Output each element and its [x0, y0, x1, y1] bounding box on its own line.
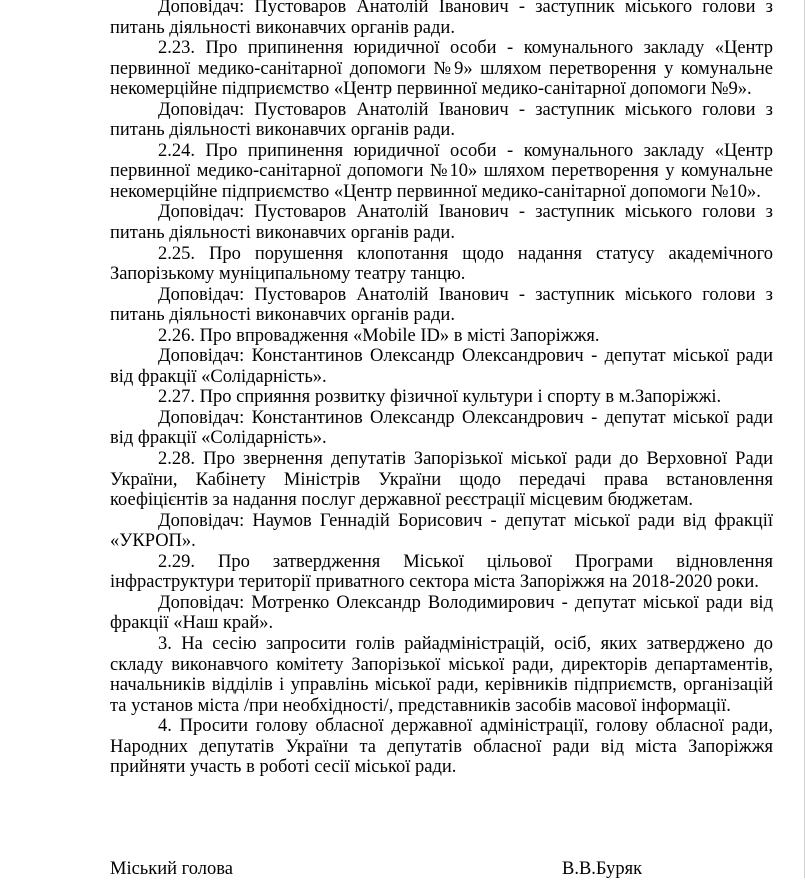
speaker-paragraph: Доповідач: Пустоваров Анатолій Іванович - заступник міського голови з питань діяльності виконавчих органів ради. — [110, 99, 773, 141]
signature-name: В.В.Буряк — [562, 859, 643, 879]
item-3-invitation: 3. На сесію запросити голів райадміністрацій, осіб, яких затверджено до складу виконавчого комітету Запорізької міської ради, директорів департаментів, начальників відділів і управлінь міської ради, керівників підприємств, організацій та установ міста /при необхідності/, представників засобів масової інформації. — [110, 633, 773, 716]
speaker-paragraph: Доповідач: Пустоваров Анатолій Іванович - заступник міського голови з питань діяльності виконавчих органів ради. — [110, 284, 773, 326]
speaker-paragraph: Доповідач: Константинов Олександр Олександрович - депутат міської ради від фракції «Солідарність». — [110, 407, 773, 449]
item-4-request: 4. Просити голову обласної державної адміністрації, голову обласної ради, Народних депутатів України та депутатів обласної ради від міста Запоріжжя прийняти участь в роботі сесії міської ради. — [110, 716, 773, 778]
agenda-item-2-25: 2.25. Про порушення клопотання щодо надання статусу академічного Запорізькому муніципальному театру танцю. — [110, 243, 773, 285]
speaker-paragraph: Доповідач: Наумов Геннадій Борисович - депутат міської ради від фракції «УКРОП». — [110, 510, 773, 552]
signature-title: Міський голова — [110, 859, 233, 879]
agenda-item-2-27: 2.27. Про сприяння розвитку фізичної культури і спорту в м.Запоріжжі. — [158, 387, 722, 408]
document-body — [110, 0, 773, 778]
signature-block — [110, 858, 773, 882]
agenda-item-2-26: 2.26. Про впровадження «Mobile ID» в місті Запоріжжя. — [158, 325, 600, 346]
agenda-item-2-29: 2.29. Про затвердження Міської цільової Програми відновлення інфраструктури території приватного сектора міста Запоріжжя на 2018-2020 роки. — [110, 551, 773, 593]
speaker-paragraph: Доповідач: Константинов Олександр Олександрович - депутат міської ради від фракції «Солідарність». — [110, 346, 773, 387]
speaker-paragraph: Доповідач: Пустоваров Анатолій Іванович - заступник міського голови з питань діяльності виконавчих органів ради. — [110, 0, 773, 38]
agenda-item-2-24: 2.24. Про припинення юридичної особи - комунального закладу «Центр первинної медико-санітарної допомоги №10» шляхом перетворення у комунальне некомерційне підприємство «Центр первинної медико-санітарної допомоги №10». — [110, 140, 773, 202]
agenda-item-2-28: 2.28. Про звернення депутатів Запорізької міської ради до Верховної Ради України, Кабінету Міністрів України щодо передачі права встановлення коефіцієнтів за надання послуг державної реєстрації місцевим бюджетам. — [110, 449, 773, 511]
speaker-paragraph: Доповідач: Пустоваров Анатолій Іванович - заступник міського голови з питань діяльності виконавчих органів ради. — [110, 202, 773, 244]
agenda-item-2-23: 2.23. Про припинення юридичної особи - комунального закладу «Центр первинної медико-санітарної допомоги №9» шляхом перетворення у комунальне некомерційне підприємство «Центр первинної медико-санітарної допомоги №9». — [110, 38, 773, 100]
speaker-paragraph: Доповідач: Мотренко Олександр Володимирович - депутат міської ради від фракції «Наш край». — [110, 592, 773, 634]
